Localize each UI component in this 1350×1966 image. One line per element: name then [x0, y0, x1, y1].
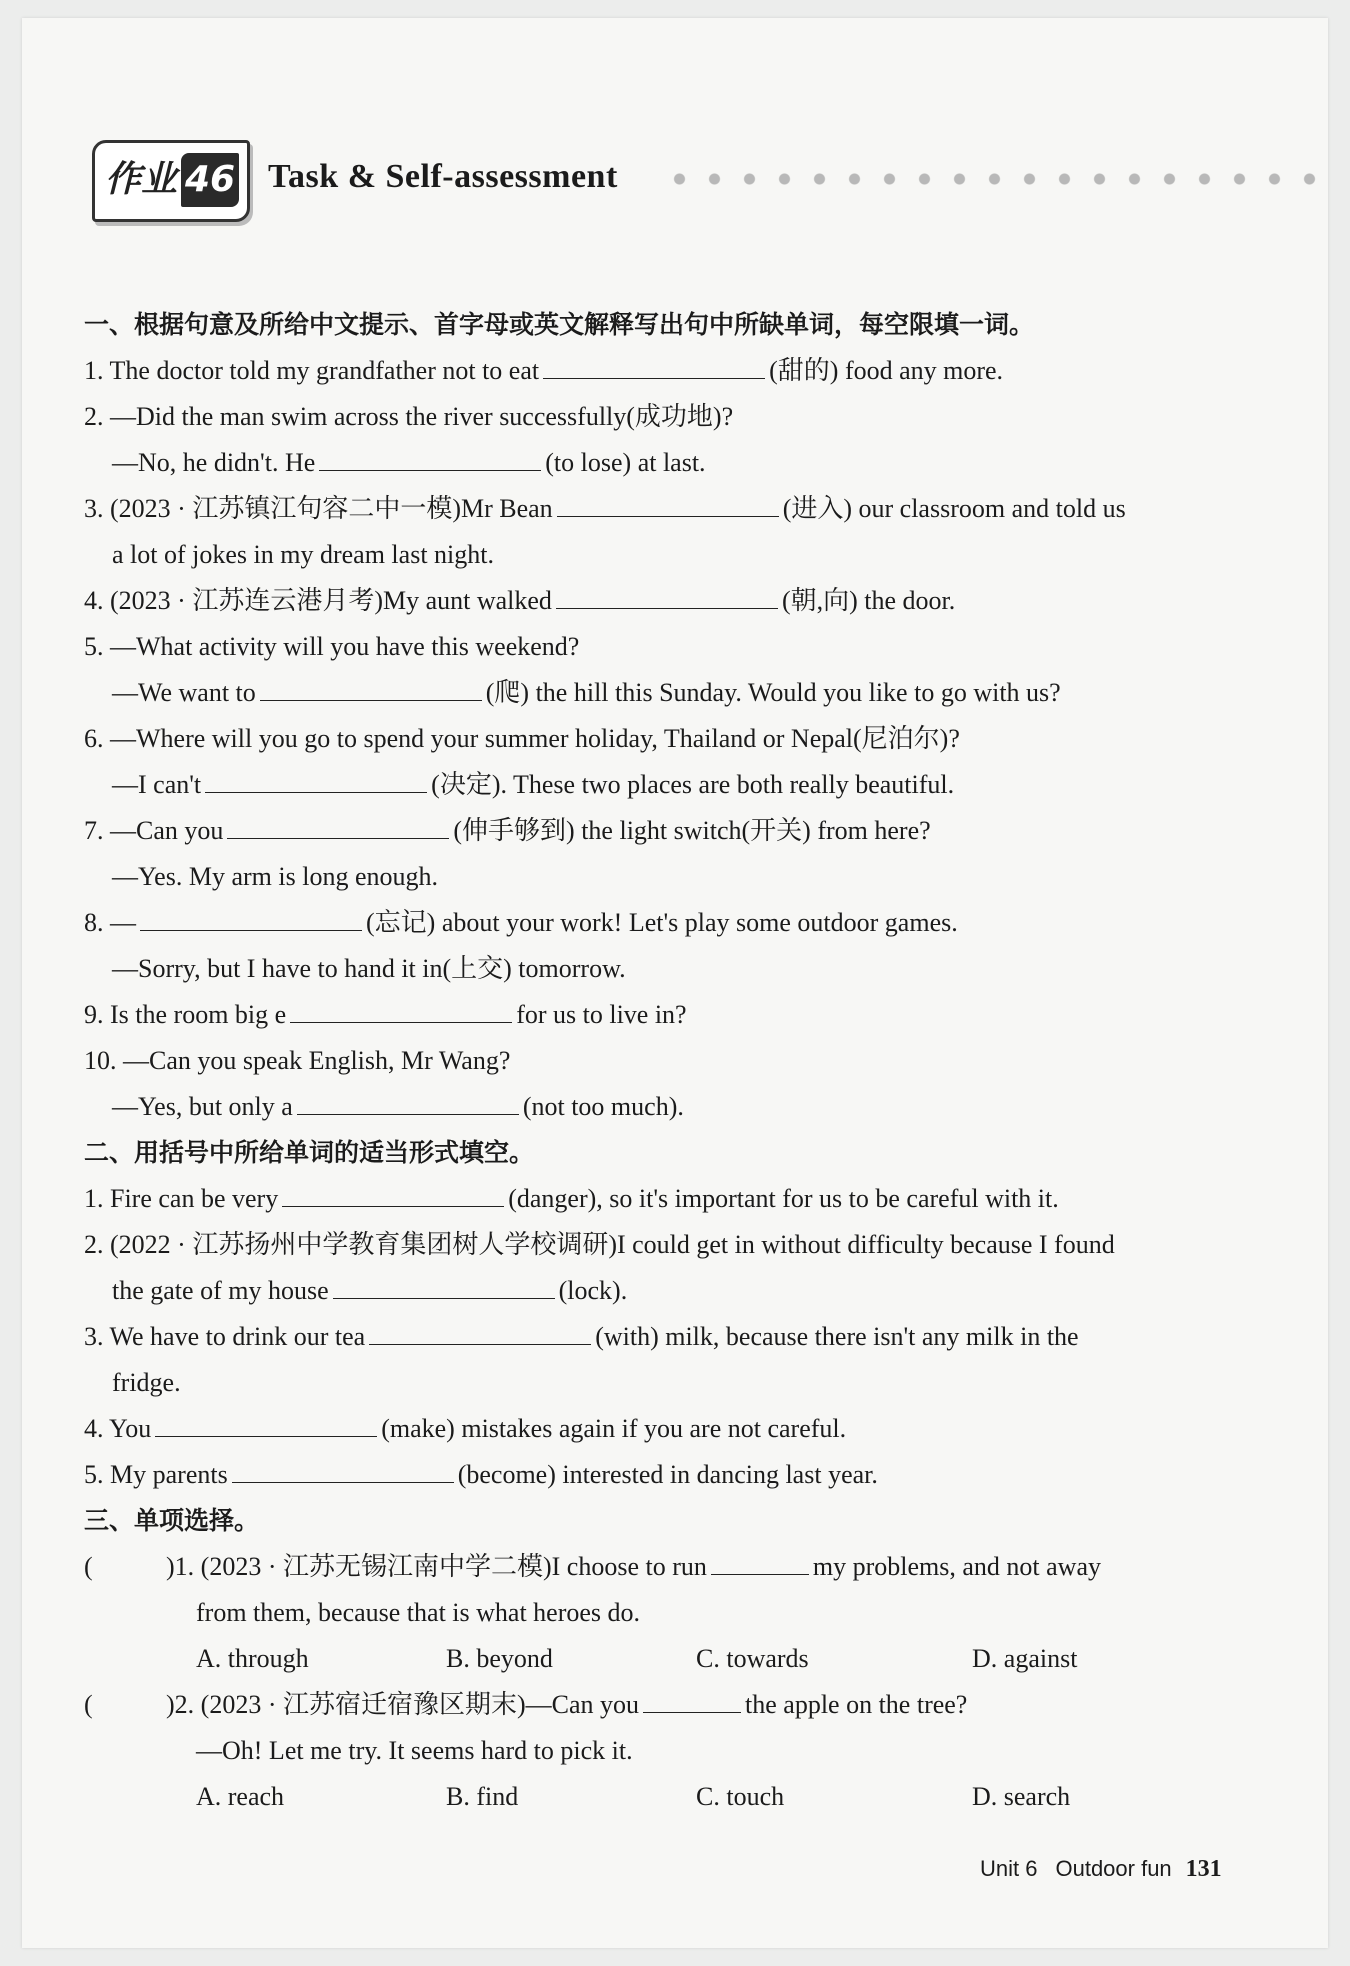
question-text: (朝,向) the door. [781, 586, 956, 615]
option-b[interactable]: B. beyond [446, 1644, 553, 1673]
question-text: (become) interested in dancing last year. [457, 1460, 878, 1489]
answer-blank[interactable] [140, 902, 362, 931]
answer-blank[interactable] [333, 1270, 555, 1299]
option-a[interactable]: A. reach [196, 1782, 285, 1811]
answer-blank[interactable] [282, 1178, 504, 1207]
option-a[interactable]: A. through [196, 1644, 309, 1673]
answer-blank[interactable] [556, 580, 778, 609]
s3-q2-reply: —Oh! Let me try. It seems hard to pick it. [196, 1736, 633, 1765]
s1-q3-cont: a lot of jokes in my dream last night. [112, 540, 494, 569]
question-text: )2. (2023 · 江苏宿迁宿豫区期末)—Can you [166, 1690, 640, 1719]
answer-blank[interactable] [297, 1086, 519, 1115]
answer-paren[interactable]: ( [84, 1552, 93, 1581]
s1-q9 [84, 992, 1244, 1038]
footer-unit: Unit 6 [980, 1856, 1038, 1881]
s1-q3 [84, 486, 1244, 532]
s2-q3 [84, 1314, 1244, 1360]
question-text: 3. We have to drink our tea [84, 1322, 366, 1351]
s3-q1-cont: from them, because that is what heroes do. [196, 1598, 641, 1627]
answer-blank[interactable] [260, 672, 482, 701]
question-text: 4. You [84, 1414, 152, 1443]
s1-q5 [84, 670, 1244, 716]
question-text: the apple on the tree? [745, 1690, 968, 1719]
section-2-heading: 二、用括号中所给单词的适当形式填空。 [84, 1138, 535, 1167]
answer-blank[interactable] [543, 350, 765, 379]
answer-blank[interactable] [155, 1408, 377, 1437]
s1-q8-reply: —Sorry, but I have to hand it in(上交) tomorrow. [112, 954, 626, 983]
question-text: the gate of my house [112, 1276, 329, 1305]
page-footer [980, 1856, 1222, 1883]
homework-tag [92, 140, 250, 222]
answer-blank[interactable] [290, 994, 512, 1023]
s1-q6-prompt: 6. —Where will you go to spend your summer holiday, Thailand or Nepal(尼泊尔)? [84, 724, 960, 753]
s2-q1 [84, 1176, 1244, 1222]
s2-q2-prompt: 2. (2022 · 江苏扬州中学教育集团树人学校调研)I could get in without difficulty because I found [84, 1230, 1115, 1259]
question-text: —Yes, but only a [112, 1092, 293, 1121]
s1-q7-reply: —Yes. My arm is long enough. [112, 862, 438, 891]
s3-q1 [84, 1544, 1244, 1590]
question-text: (make) mistakes again if you are not careful. [381, 1414, 847, 1443]
option-d[interactable]: D. search [972, 1782, 1071, 1811]
answer-blank[interactable] [232, 1454, 454, 1483]
s1-q4 [84, 578, 1244, 624]
section-1-heading: 一、根据句意及所给中文提示、首字母或英文解释写出句中所缺单词，每空限填一词。 [84, 310, 1035, 339]
question-text: 1. The doctor told my grandfather not to eat [84, 356, 540, 385]
question-text: (进入) our classroom and told us [782, 494, 1126, 523]
dotted-divider [662, 172, 1330, 186]
homework-tag-label: 作业 [105, 159, 178, 200]
question-text: 7. —Can you [84, 816, 224, 845]
question-text: 4. (2023 · 江苏连云港月考)My aunt walked [84, 586, 552, 615]
section-3-heading: 三、单项选择。 [84, 1506, 260, 1535]
question-text: (甜的) food any more. [769, 356, 1004, 385]
s1-q8 [84, 900, 1244, 946]
question-text: 9. Is the room big e [84, 1000, 287, 1029]
s1-q1 [84, 348, 1244, 394]
question-text: for us to live in? [516, 1000, 687, 1029]
page-number: 131 [1185, 1856, 1222, 1882]
answer-blank[interactable] [369, 1316, 591, 1345]
s1-q2 [84, 440, 1244, 486]
s1-q6 [84, 762, 1244, 808]
s1-q10 [84, 1084, 1244, 1130]
s3-q2-options [84, 1774, 1244, 1820]
s1-q10-prompt: 10. —Can you speak English, Mr Wang? [84, 1046, 511, 1075]
answer-blank [711, 1546, 809, 1575]
answer-blank[interactable] [557, 488, 779, 517]
worksheet-content [84, 302, 1244, 1820]
question-text: —We want to [112, 678, 256, 707]
answer-blank[interactable] [227, 810, 449, 839]
s1-q7 [84, 808, 1244, 854]
s3-q1-options [84, 1636, 1244, 1682]
question-text: )1. (2023 · 江苏无锡江南中学二模)I choose to run [166, 1552, 707, 1581]
s1-q2-prompt: 2. —Did the man swim across the river successfully(成功地)? [84, 402, 734, 431]
s2-q5 [84, 1452, 1244, 1498]
question-text: (lock). [558, 1276, 628, 1305]
s2-q4 [84, 1406, 1244, 1452]
option-c[interactable]: C. towards [696, 1644, 809, 1673]
s2-q2 [84, 1268, 1244, 1314]
question-text: —No, he didn't. He [112, 448, 316, 477]
worksheet-header [92, 140, 1332, 220]
question-text: (with) milk, because there isn't any milk in the [595, 1322, 1079, 1351]
question-text: (not too much). [522, 1092, 684, 1121]
footer-topic: Outdoor fun [1055, 1856, 1172, 1881]
question-text: —I can't [112, 770, 202, 799]
page-title: Task & Self-assessment [268, 158, 618, 195]
s1-q5-prompt: 5. —What activity will you have this weekend? [84, 632, 580, 661]
s3-q2 [84, 1682, 1244, 1728]
question-text: (danger), so it's important for us to be careful with it. [508, 1184, 1059, 1213]
question-text: (决定). These two places are both really beautiful. [431, 770, 955, 799]
question-text: (to lose) at last. [545, 448, 706, 477]
question-text: 3. (2023 · 江苏镇江句容二中一模)Mr Bean [84, 494, 553, 523]
question-text: 1. Fire can be very [84, 1184, 279, 1213]
option-b[interactable]: B. find [446, 1782, 519, 1811]
question-text: (忘记) about your work! Let's play some outdoor games. [366, 908, 958, 937]
answer-paren[interactable]: ( [84, 1690, 93, 1719]
question-text: 8. — [84, 908, 136, 937]
option-d[interactable]: D. against [972, 1644, 1078, 1673]
option-c[interactable]: C. touch [696, 1782, 785, 1811]
question-text: (伸手够到) the light switch(开关) from here? [453, 816, 931, 845]
homework-number: 46 [181, 153, 239, 207]
question-text: my problems, and not away [812, 1552, 1101, 1581]
answer-blank[interactable] [205, 764, 427, 793]
question-text: 5. My parents [84, 1460, 228, 1489]
s2-q3-cont: fridge. [112, 1368, 181, 1397]
answer-blank [643, 1684, 741, 1713]
question-text: (爬) the hill this Sunday. Would you like to go with us? [485, 678, 1061, 707]
answer-blank[interactable] [319, 442, 541, 471]
